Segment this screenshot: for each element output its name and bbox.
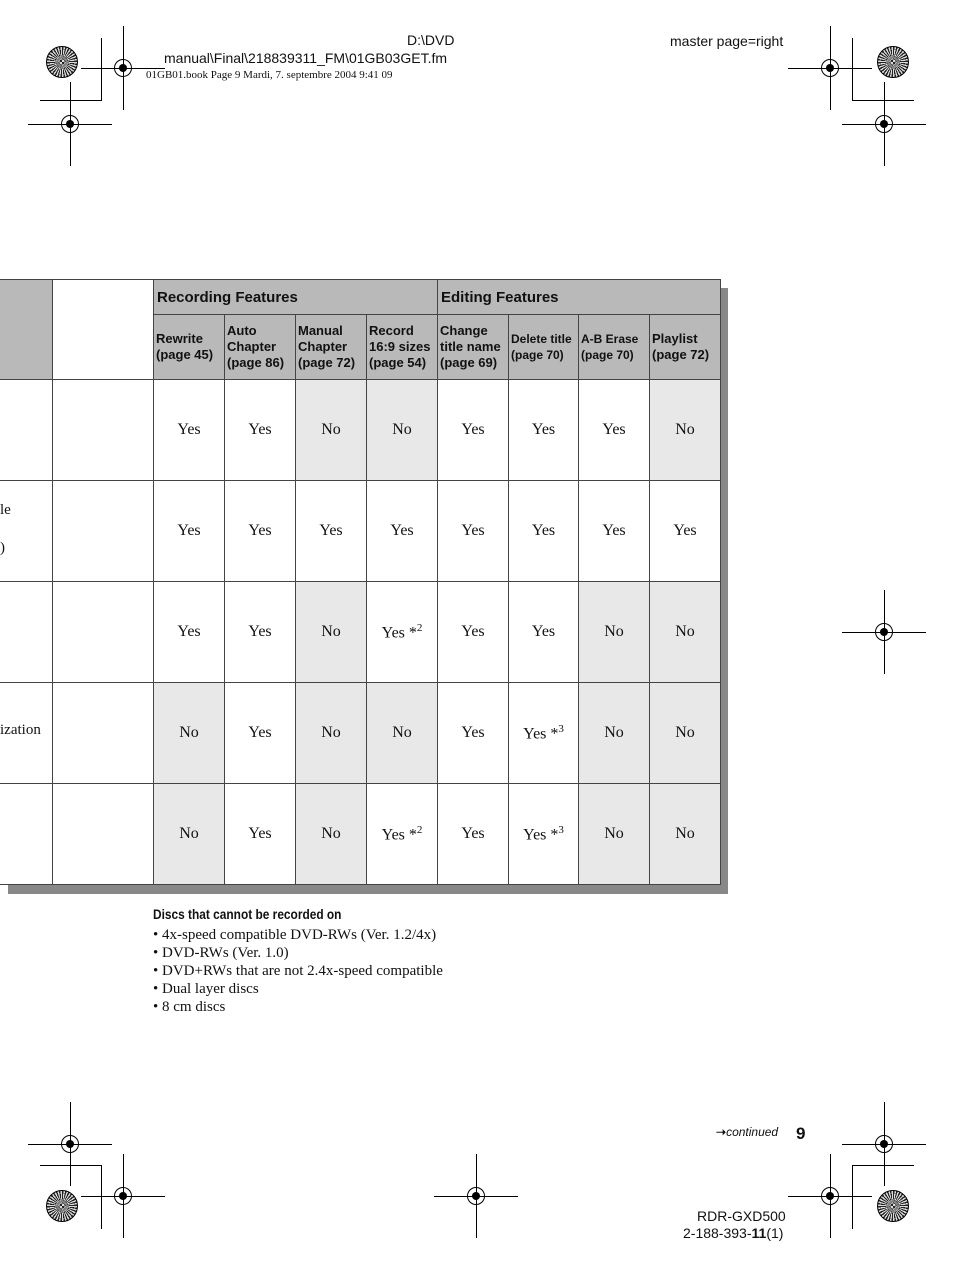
book-info-line: 01GB01.book Page 9 Mardi, 7. septembre 2004 9:41 09 [146,69,393,81]
table-cell: No [579,582,650,683]
table-cell: Yes *$^2$ [367,582,438,683]
column-header: Auto Chapter (page 86) [225,315,296,380]
table-cell: Yes [225,380,296,481]
crop-mark [852,1165,853,1229]
continued-note: ➝continued [716,1125,779,1139]
table-cell: No [296,683,367,784]
arrow-right-icon: ➝ [716,1125,727,1139]
table-cell: No [650,380,721,481]
table-row [0,481,721,582]
column-header: Rewrite (page 45) [154,315,225,380]
header-corner-cell [0,280,53,380]
table-cell: Yes [509,380,579,481]
master-page-label: master page=right [670,33,784,49]
table-cell: Yes [438,784,509,885]
footnote-marker: 3 [558,823,564,836]
row-sub-label-cell [53,784,154,885]
bullet: • [153,945,163,961]
table-cell: No [154,683,225,784]
table-cell: No [579,784,650,885]
bullet: • [153,927,163,943]
column-header: A-B Erase (page 70) [579,315,650,380]
table-cell: Yes [225,784,296,885]
model-number: RDR-GXD500 [697,1208,786,1224]
table-cell: Yes *$^2$ [367,784,438,885]
row-sub-label-cell [53,683,154,784]
editing-features-header: Editing Features [438,280,721,315]
table-cell: No [650,683,721,784]
table-cell: No [367,683,438,784]
column-header: Change title name (page 69) [438,315,509,380]
table-cell: Yes [154,481,225,582]
notes-title: Discs that cannot be recorded on [153,906,342,922]
row-label-fragment: le [0,502,11,518]
footnote-marker: 2 [416,621,423,634]
page-number: 9 [796,1124,806,1143]
color-target-icon [877,1190,909,1222]
table-cell: Yes [579,380,650,481]
row-label-cell [0,380,53,481]
table-row [0,683,721,784]
row-sub-label-cell [53,380,154,481]
crop-mark [101,1165,102,1229]
table-cell: No [296,582,367,683]
table-cell: No [367,380,438,481]
table-cell: No [296,380,367,481]
crop-mark [852,1165,914,1166]
table-cell: No [650,784,721,885]
table-cell: Yes [438,683,509,784]
table-cell: No [296,784,367,885]
color-target-icon [46,1190,78,1222]
recording-features-header: Recording Features [154,280,438,315]
table-cell: Yes [225,683,296,784]
table-cell: Yes *$^3$ [509,683,579,784]
column-header: Playlist (page 72) [650,315,721,380]
table-cell: Yes [438,582,509,683]
crop-mark [40,100,102,101]
list-item: • Dual layer discs [153,981,259,997]
table-cell: Yes [296,481,367,582]
table-cell: No [579,683,650,784]
table-cell: Yes [650,481,721,582]
notes-list [153,926,443,1016]
bullet: • [153,963,163,979]
table-row [0,582,721,683]
bullet: • [153,981,163,997]
column-header: Delete title (page 70) [509,315,579,380]
row-sub-label-cell [53,582,154,683]
row-label-fragment: ization [0,722,41,738]
list-item: • 8 cm discs [153,999,226,1015]
table-cell: Yes [225,481,296,582]
row-sub-label-cell [53,481,154,582]
footnote-marker: 3 [558,722,564,735]
document-code: 2-188-393-11(1) [683,1225,784,1241]
row-label-cell [0,481,53,582]
table-cell: Yes [367,481,438,582]
crop-mark [101,38,102,100]
table-cell: No [154,784,225,885]
crop-mark [40,1165,102,1166]
color-target-icon [46,46,78,78]
table-row [0,380,721,481]
table-cell: Yes [438,380,509,481]
column-header: Manual Chapter (page 72) [296,315,367,380]
list-item: • 4x-speed compatible DVD-RWs (Ver. 1.2/4x) [153,927,437,943]
crop-mark [852,38,853,100]
row-label-fragment: ) [0,540,5,556]
footnote-marker: 2 [416,823,423,836]
table-cell: Yes [509,582,579,683]
row-label-cell [0,582,53,683]
table-cell: No [650,582,721,683]
table-cell: Yes [509,481,579,582]
list-item: • DVD+RWs that are not 2.4x-speed compatible [153,963,443,979]
table-cell: Yes [154,582,225,683]
bullet: • [153,999,163,1015]
crop-mark [852,100,914,101]
table-cell: Yes *$^3$ [509,784,579,885]
file-path-line-2: manual\Final\218839311_FM\01GB03GET.fm [164,50,448,66]
list-item: • DVD-RWs (Ver. 1.0) [153,945,289,961]
header-blank-cell [53,280,154,380]
row-label-cell [0,784,53,885]
color-target-icon [877,46,909,78]
table-cell: Yes [579,481,650,582]
column-header: Record 16:9 sizes (page 54) [367,315,438,380]
table-cell: Yes [225,582,296,683]
table-row [0,784,721,885]
feature-table [0,279,721,885]
table-cell: Yes [438,481,509,582]
table-cell: Yes [154,380,225,481]
file-path-line-1: D:\DVD [407,32,455,48]
